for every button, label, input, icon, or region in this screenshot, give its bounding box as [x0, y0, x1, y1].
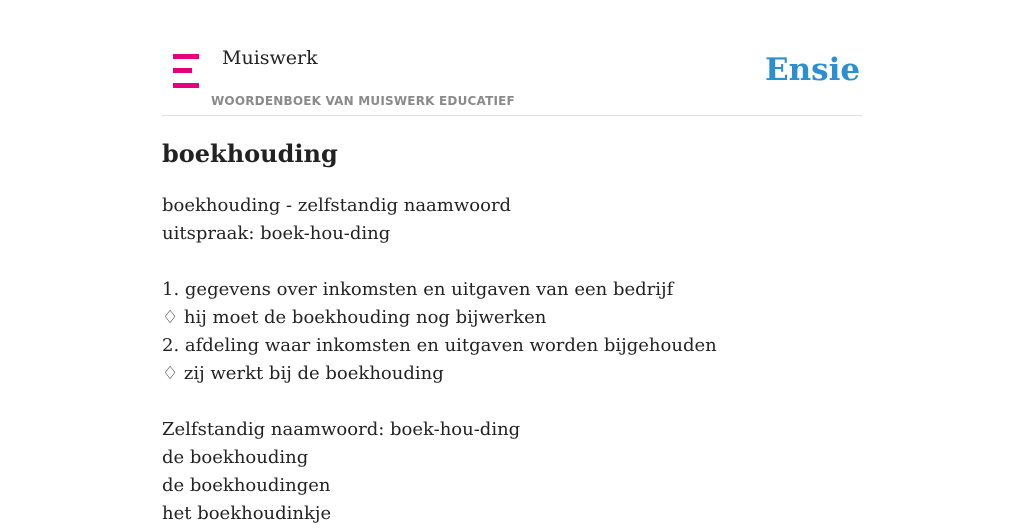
logo-bar-middle: [173, 68, 192, 73]
entry-line-singular: de boekhouding: [162, 447, 309, 468]
entry-line-diminutive: het boekhoudinkje: [162, 503, 332, 524]
muiswerk-logo-icon: [173, 54, 200, 88]
page-title: boekhouding: [162, 139, 338, 168]
entry-line-plural: de boekhoudingen: [162, 475, 331, 496]
dictionary-subtitle: WOORDENBOEK VAN MUISWERK EDUCATIEF: [211, 94, 515, 108]
entry-line-example-1: ♢ hij moet de boekhouding nog bijwerken: [162, 307, 547, 328]
entry-line-blank: [162, 388, 862, 416]
brand-name[interactable]: Muiswerk: [222, 47, 318, 69]
entry-line-example-2: ♢ zij werkt bij de boekhouding: [162, 363, 444, 384]
entry-line-definition-2: 2. afdeling waar inkomsten en uitgaven worden bijgehouden: [162, 335, 717, 356]
entry-line-hyphenation: Zelfstandig naamwoord: boek-hou-ding: [162, 419, 521, 440]
entry-line-pronunciation: uitspraak: boek-hou-ding: [162, 223, 391, 244]
entry-body: [162, 192, 862, 528]
header-divider: [162, 115, 862, 116]
entry-line-word-class: boekhouding - zelfstandig naamwoord: [162, 195, 512, 216]
entry-line-blank: [162, 248, 862, 276]
logo-bar-bottom: [173, 83, 199, 88]
ensie-logo-link[interactable]: Ensie: [765, 52, 861, 88]
logo-bar-top: [173, 54, 199, 59]
entry-line-definition-1: 1. gegevens over inkomsten en uitgaven van een bedrijf: [162, 279, 674, 300]
